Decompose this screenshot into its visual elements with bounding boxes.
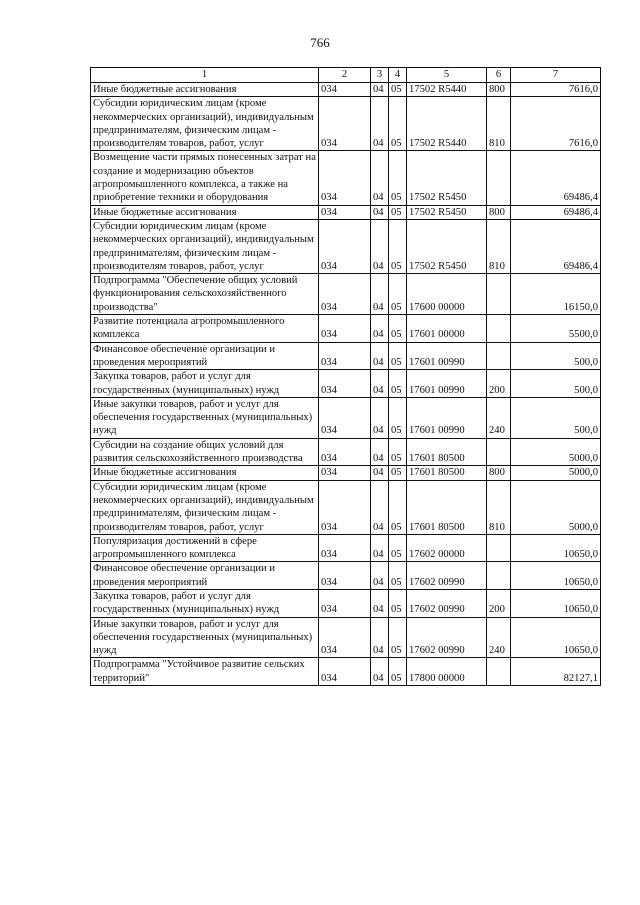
row-col-5: 17600 00000 bbox=[407, 274, 487, 315]
row-name: Субсидии юридическим лицам (кроме некоммерческих организаций), индивидуальным предпринимателям, физическим лицам - производителям товаров, работ, услуг bbox=[91, 480, 319, 534]
row-col-6: 810 bbox=[487, 97, 511, 151]
row-col-5: 17800 00000 bbox=[407, 658, 487, 686]
row-col-5: 17601 80500 bbox=[407, 438, 487, 466]
page-number: 766 bbox=[310, 35, 330, 50]
row-col-4: 05 bbox=[389, 617, 407, 658]
row-name: Возмещение части прямых понесенных затрат на создание и модернизацию объектов агропромышленного комплекса, а также на приобретение техники и оборудования bbox=[91, 151, 319, 205]
header-col-7: 7 bbox=[511, 68, 601, 83]
row-col-2: 034 bbox=[319, 151, 371, 205]
row-name: Субсидии юридическим лицам (кроме некоммерческих организаций), индивидуальным предпринимателям, физическим лицам - производителям товаров, работ, услуг bbox=[91, 97, 319, 151]
row-col-2: 034 bbox=[319, 617, 371, 658]
row-col-3: 04 bbox=[371, 658, 389, 686]
row-col-6: 810 bbox=[487, 219, 511, 273]
table-row bbox=[91, 315, 601, 343]
row-col-7: 5000,0 bbox=[511, 466, 601, 480]
row-col-7: 7616,0 bbox=[511, 97, 601, 151]
table-row bbox=[91, 534, 601, 562]
row-col-4: 05 bbox=[389, 438, 407, 466]
row-col-2: 034 bbox=[319, 562, 371, 590]
row-col-6 bbox=[487, 438, 511, 466]
row-col-6 bbox=[487, 658, 511, 686]
row-col-5: 17502 R5450 bbox=[407, 219, 487, 273]
row-col-7: 69486,4 bbox=[511, 219, 601, 273]
row-col-5: 17602 00000 bbox=[407, 534, 487, 562]
row-col-5: 17502 R5440 bbox=[407, 83, 487, 97]
header-col-6: 6 bbox=[487, 68, 511, 83]
row-col-5: 17502 R5450 bbox=[407, 151, 487, 205]
row-col-2: 034 bbox=[319, 480, 371, 534]
row-name: Иные бюджетные ассигнования bbox=[91, 466, 319, 480]
row-col-3: 04 bbox=[371, 397, 389, 438]
row-col-3: 04 bbox=[371, 342, 389, 370]
budget-table bbox=[90, 67, 601, 686]
row-col-5: 17602 00990 bbox=[407, 589, 487, 617]
row-name: Иные бюджетные ассигнования bbox=[91, 83, 319, 97]
row-col-4: 05 bbox=[389, 534, 407, 562]
row-col-4: 05 bbox=[389, 315, 407, 343]
row-col-2: 034 bbox=[319, 83, 371, 97]
row-name: Финансовое обеспечение организации и проведения мероприятий bbox=[91, 562, 319, 590]
table-row bbox=[91, 83, 601, 97]
table-row bbox=[91, 617, 601, 658]
row-col-5: 17602 00990 bbox=[407, 562, 487, 590]
row-col-3: 04 bbox=[371, 151, 389, 205]
row-col-7: 7616,0 bbox=[511, 83, 601, 97]
row-col-4: 05 bbox=[389, 562, 407, 590]
row-col-2: 034 bbox=[319, 438, 371, 466]
row-col-4: 05 bbox=[389, 274, 407, 315]
row-col-7: 5000,0 bbox=[511, 438, 601, 466]
row-col-7: 10650,0 bbox=[511, 589, 601, 617]
row-col-7: 500,0 bbox=[511, 397, 601, 438]
row-name: Закупка товаров, работ и услуг для государственных (муниципальных) нужд bbox=[91, 589, 319, 617]
row-col-2: 034 bbox=[319, 370, 371, 398]
row-col-7: 69486,4 bbox=[511, 151, 601, 205]
table-row bbox=[91, 97, 601, 151]
table-row bbox=[91, 274, 601, 315]
row-col-2: 034 bbox=[319, 342, 371, 370]
row-col-2: 034 bbox=[319, 466, 371, 480]
table-row bbox=[91, 397, 601, 438]
row-col-7: 5000,0 bbox=[511, 480, 601, 534]
row-col-6 bbox=[487, 342, 511, 370]
row-col-7: 500,0 bbox=[511, 370, 601, 398]
table-row bbox=[91, 219, 601, 273]
row-col-4: 05 bbox=[389, 658, 407, 686]
row-col-3: 04 bbox=[371, 466, 389, 480]
row-name: Закупка товаров, работ и услуг для государственных (муниципальных) нужд bbox=[91, 370, 319, 398]
row-col-2: 034 bbox=[319, 397, 371, 438]
row-name: Иные закупки товаров, работ и услуг для обеспечения государственных (муниципальных) нужд bbox=[91, 397, 319, 438]
row-col-2: 034 bbox=[319, 219, 371, 273]
row-col-6 bbox=[487, 562, 511, 590]
row-col-2: 034 bbox=[319, 589, 371, 617]
row-col-2: 034 bbox=[319, 97, 371, 151]
row-col-5: 17502 R5440 bbox=[407, 97, 487, 151]
row-col-3: 04 bbox=[371, 480, 389, 534]
row-col-6: 800 bbox=[487, 466, 511, 480]
row-col-2: 034 bbox=[319, 205, 371, 219]
table-row bbox=[91, 205, 601, 219]
row-col-4: 05 bbox=[389, 370, 407, 398]
row-col-4: 05 bbox=[389, 397, 407, 438]
row-col-3: 04 bbox=[371, 589, 389, 617]
row-col-7: 82127,1 bbox=[511, 658, 601, 686]
row-col-7: 10650,0 bbox=[511, 617, 601, 658]
row-col-4: 05 bbox=[389, 219, 407, 273]
row-col-3: 04 bbox=[371, 83, 389, 97]
row-col-6 bbox=[487, 534, 511, 562]
row-col-2: 034 bbox=[319, 274, 371, 315]
row-col-6: 800 bbox=[487, 83, 511, 97]
row-col-6: 810 bbox=[487, 480, 511, 534]
row-col-3: 04 bbox=[371, 562, 389, 590]
row-col-3: 04 bbox=[371, 219, 389, 273]
row-col-4: 05 bbox=[389, 342, 407, 370]
row-col-5: 17601 00000 bbox=[407, 315, 487, 343]
header-col-5: 5 bbox=[407, 68, 487, 83]
row-col-4: 05 bbox=[389, 589, 407, 617]
table-row bbox=[91, 342, 601, 370]
table-row bbox=[91, 151, 601, 205]
row-col-7: 69486,4 bbox=[511, 205, 601, 219]
row-col-6 bbox=[487, 151, 511, 205]
row-col-5: 17602 00990 bbox=[407, 617, 487, 658]
row-col-4: 05 bbox=[389, 205, 407, 219]
table-row bbox=[91, 589, 601, 617]
row-col-5: 17601 00990 bbox=[407, 397, 487, 438]
row-col-2: 034 bbox=[319, 315, 371, 343]
table-row bbox=[91, 562, 601, 590]
row-col-7: 500,0 bbox=[511, 342, 601, 370]
header-col-4: 4 bbox=[389, 68, 407, 83]
row-col-7: 16150,0 bbox=[511, 274, 601, 315]
row-col-7: 10650,0 bbox=[511, 534, 601, 562]
header-row bbox=[91, 68, 601, 83]
row-name: Подпрограмма "Устойчивое развитие сельских территорий" bbox=[91, 658, 319, 686]
row-col-2: 034 bbox=[319, 534, 371, 562]
row-name: Субсидии юридическим лицам (кроме некоммерческих организаций), индивидуальным предпринимателям, физическим лицам - производителям товаров, работ, услуг bbox=[91, 219, 319, 273]
row-col-5: 17601 00990 bbox=[407, 342, 487, 370]
row-col-6: 800 bbox=[487, 205, 511, 219]
row-col-3: 04 bbox=[371, 534, 389, 562]
table-row bbox=[91, 438, 601, 466]
row-name: Субсидии на создание общих условий для развития сельскохозяйственного производства bbox=[91, 438, 319, 466]
row-col-6: 200 bbox=[487, 589, 511, 617]
row-name: Популяризация достижений в сфере агропромышленного комплекса bbox=[91, 534, 319, 562]
row-col-5: 17502 R5450 bbox=[407, 205, 487, 219]
row-name: Иные бюджетные ассигнования bbox=[91, 205, 319, 219]
row-col-3: 04 bbox=[371, 97, 389, 151]
header-col-1: 1 bbox=[91, 68, 319, 83]
row-col-3: 04 bbox=[371, 370, 389, 398]
table-row bbox=[91, 370, 601, 398]
row-col-7: 10650,0 bbox=[511, 562, 601, 590]
row-col-4: 05 bbox=[389, 97, 407, 151]
row-col-4: 05 bbox=[389, 151, 407, 205]
table-row bbox=[91, 480, 601, 534]
row-col-5: 17601 80500 bbox=[407, 466, 487, 480]
row-col-4: 05 bbox=[389, 480, 407, 534]
header-col-2: 2 bbox=[319, 68, 371, 83]
row-name: Финансовое обеспечение организации и проведения мероприятий bbox=[91, 342, 319, 370]
row-col-7: 5500,0 bbox=[511, 315, 601, 343]
row-name: Иные закупки товаров, работ и услуг для обеспечения государственных (муниципальных) нужд bbox=[91, 617, 319, 658]
row-col-3: 04 bbox=[371, 315, 389, 343]
row-name: Развитие потенциала агропромышленного комплекса bbox=[91, 315, 319, 343]
row-col-4: 05 bbox=[389, 83, 407, 97]
row-col-6 bbox=[487, 274, 511, 315]
table-row bbox=[91, 466, 601, 480]
row-col-6: 200 bbox=[487, 370, 511, 398]
row-col-6: 240 bbox=[487, 397, 511, 438]
row-col-2: 034 bbox=[319, 658, 371, 686]
row-name: Подпрограмма "Обеспечение общих условий функционирования сельскохозяйственного производства" bbox=[91, 274, 319, 315]
row-col-4: 05 bbox=[389, 466, 407, 480]
row-col-5: 17601 00990 bbox=[407, 370, 487, 398]
row-col-3: 04 bbox=[371, 205, 389, 219]
row-col-3: 04 bbox=[371, 617, 389, 658]
row-col-6 bbox=[487, 315, 511, 343]
header-col-3: 3 bbox=[371, 68, 389, 83]
row-col-5: 17601 80500 bbox=[407, 480, 487, 534]
table-row bbox=[91, 658, 601, 686]
row-col-6: 240 bbox=[487, 617, 511, 658]
row-col-3: 04 bbox=[371, 438, 389, 466]
row-col-3: 04 bbox=[371, 274, 389, 315]
